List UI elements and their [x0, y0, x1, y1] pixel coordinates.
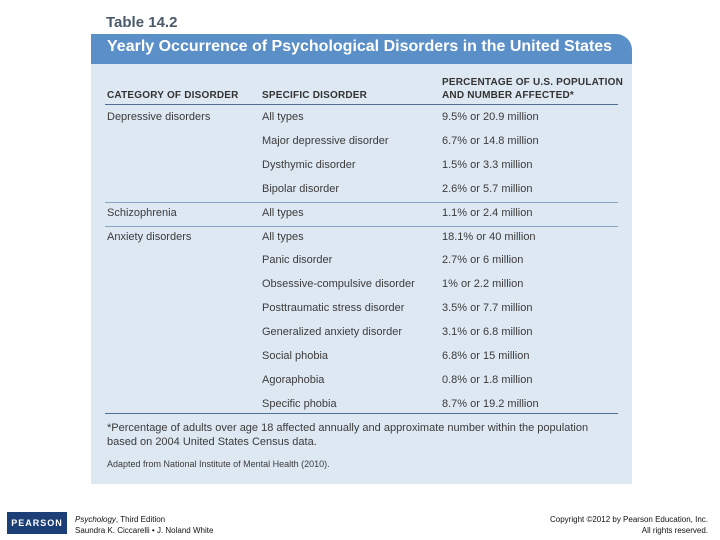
- header-category: CATEGORY OF DISORDER: [107, 90, 239, 101]
- header-specific: SPECIFIC DISORDER: [262, 90, 368, 101]
- copyright-line1: Copyright ©2012 by Pearson Education, Inc.: [550, 515, 708, 524]
- cell-percentage: 18.1% or 40 million: [442, 230, 536, 243]
- book-title: Psychology: [75, 515, 116, 524]
- book-credit: [75, 514, 213, 536]
- table-bottom-divider: [105, 413, 618, 414]
- cell-percentage: 0.8% or 1.8 million: [442, 373, 533, 386]
- table-title-bar: [91, 34, 632, 64]
- cell-specific: All types: [262, 230, 304, 243]
- cell-percentage: 8.7% or 19.2 million: [442, 397, 539, 410]
- group-divider: [105, 202, 618, 203]
- book-authors: Saundra K. Ciccarelli • J. Noland White: [75, 526, 214, 535]
- cell-specific: Agoraphobia: [262, 373, 325, 386]
- cell-specific: Generalized anxiety disorder: [262, 326, 403, 339]
- header-percentage-line1: PERCENTAGE OF U.S. POPULATION: [442, 77, 623, 88]
- cell-category: Anxiety disorders: [107, 230, 192, 243]
- source-note: Adapted from National Institute of Mental Health (2010).: [107, 459, 330, 469]
- copyright: [550, 514, 708, 536]
- copyright-line2: All rights reserved.: [641, 526, 708, 535]
- cell-percentage: 6.8% or 15 million: [442, 350, 530, 362]
- header-percentage: [442, 76, 623, 102]
- cell-percentage: 1.1% or 2.4 million: [442, 206, 533, 219]
- book-edition: , Third Edition: [115, 515, 166, 524]
- cell-specific: Bipolar disorder: [262, 182, 340, 195]
- group-divider: [105, 226, 618, 227]
- cell-percentage: 2.6% or 5.7 million: [442, 182, 533, 195]
- cell-percentage: 1% or 2.2 million: [442, 278, 524, 291]
- cell-category: Depressive disorders: [107, 111, 211, 123]
- cell-percentage: 2.7% or 6 million: [442, 254, 524, 267]
- cell-specific: Social phobia: [262, 350, 329, 362]
- table-panel: [91, 64, 632, 484]
- table-title: Yearly Occurrence of Psychological Disorders in the United States: [107, 38, 613, 55]
- cell-specific: Posttraumatic stress disorder: [262, 302, 405, 315]
- header-percentage-line2: AND NUMBER AFFECTED*: [442, 90, 574, 101]
- cell-specific: Major depressive disorder: [262, 134, 389, 147]
- cell-specific: Specific phobia: [262, 397, 337, 410]
- pearson-logo: PEARSON: [7, 512, 67, 534]
- cell-specific: All types: [262, 111, 304, 123]
- footnote: *Percentage of adults over age 18 affected annually and approximate number within the population based on 2004 United States Census data.: [107, 422, 589, 448]
- table-number: Table 14.2: [106, 14, 178, 31]
- cell-specific: Dysthymic disorder: [262, 158, 356, 171]
- cell-specific: Obsessive-compulsive disorder: [262, 278, 415, 291]
- cell-percentage: 6.7% or 14.8 million: [442, 134, 539, 147]
- cell-specific: Panic disorder: [262, 254, 333, 267]
- cell-percentage: 3.5% or 7.7 million: [442, 302, 533, 315]
- cell-percentage: 9.5% or 20.9 million: [442, 111, 539, 123]
- cell-category: Schizophrenia: [107, 206, 177, 219]
- cell-percentage: 1.5% or 3.3 million: [442, 158, 533, 171]
- cell-percentage: 3.1% or 6.8 million: [442, 326, 533, 339]
- cell-specific: All types: [262, 206, 304, 219]
- header-divider: [105, 104, 618, 105]
